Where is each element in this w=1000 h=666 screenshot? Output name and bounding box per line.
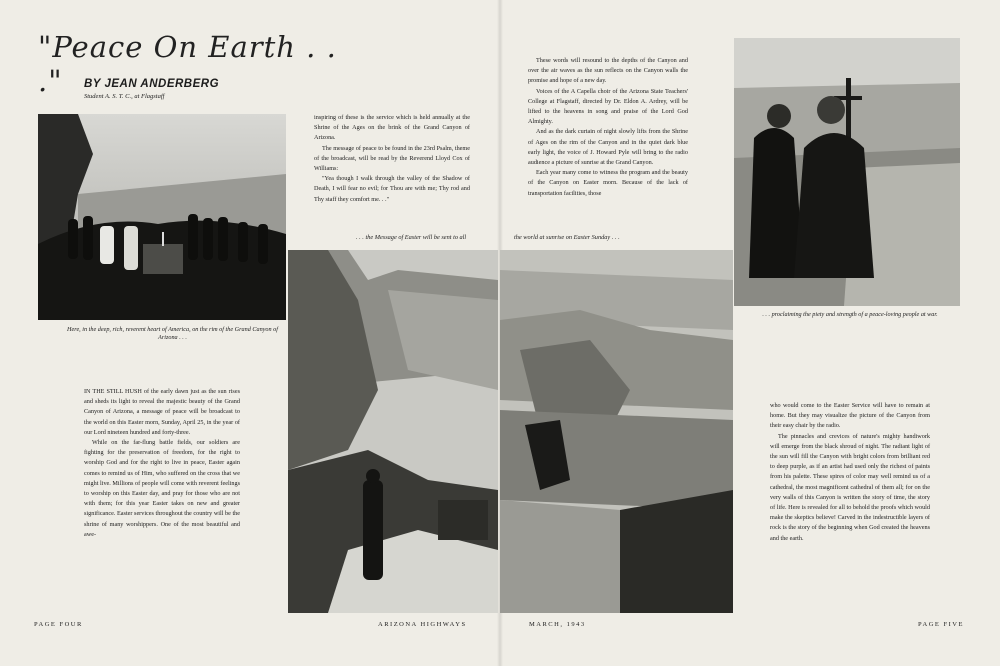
canyon-photo-right <box>500 250 733 613</box>
column-left-paragraph: While on the far-flung battle fields, our soldiers are fighting for the preservation of freedom, for the right to worship God and for the right to live in peace, Easter again comes to remind us of Him, who suffered on the cross that we might live. Millions of people will come with reverent feelings to worship on this Easter day, and pray for those who are not with them; for this year Easter takes on new and greater significance. Easter services throughout the country will be the shrine of many worshippers. One of the most beautiful and awe- <box>84 439 240 538</box>
article-title: "Peace On Earth . . ." <box>38 30 337 98</box>
column-left <box>84 387 240 540</box>
center-caption-right: the world at sunrise on Easter Sunday . . . <box>514 234 620 241</box>
worshippers-photo <box>734 38 960 306</box>
issue-date: MARCH, 1943 <box>529 621 586 628</box>
column-center-left-paragraph: inspiring of these is the service which is held annually at the Shrine of the Ages on the brink of the Grand Canyon of Arizona. <box>314 114 470 142</box>
column-right <box>770 401 930 544</box>
column-center-left <box>314 113 470 205</box>
page-number-right: PAGE FIVE <box>918 621 964 628</box>
column-right-paragraph: who would come to the Easter Service will have to remain at home. But they may visualize the picture of the Canyon from their easy chair by the radio. <box>770 402 930 430</box>
column-center-right-paragraph: And as the dark curtain of night slowly lifts from the Shrine of Ages on the rim of the Canyon and in the quiet dark blue early light, the voice of J. Howard Pyle will bring to the radio audience a picture of sunrise at the Grand Canyon. <box>528 128 688 167</box>
choir-photo-caption: Here, in the deep, rich, reverent heart of America, on the rim of the Grand Canyon of Arizona . . . <box>67 326 278 341</box>
magazine-name: ARIZONA HIGHWAYS <box>378 621 467 628</box>
author-affiliation: Student A. S. T. C., at Flagstaff <box>84 93 165 100</box>
worshippers-photo-caption: . . . proclaiming the piety and strength of a peace-loving people at war. <box>762 311 938 318</box>
column-center-left-paragraph: "Yea though I walk through the valley of the Shadow of Death, I will fear no evil; for Thou are with me; Thy rod and Thy staff they comfort me. . ." <box>314 175 470 203</box>
column-left-paragraph: IN THE STILL HUSH of the early dawn just as the sun rises and sheds its light to reveal the majestic beauty of the Grand Canyon of Arizona, a message of peace will be broadcast to the world on this Easter morn, Sunday, April 25, in the year of our Lord nineteen hundred and forty-three. <box>84 388 240 436</box>
article-byline: BY JEAN ANDERBERG <box>84 78 220 90</box>
page-number-left: PAGE FOUR <box>34 621 83 628</box>
column-right-paragraph: The pinnacles and crevices of nature's mighty handiwork will emerge from the black shroud of night. The radiant light of the sun will fill the Canyon with bright colors from brilliant red to deep purple, as if an artist had used only the richest of paints from his palette. These spires of color may well remind us of a cathedral, the most magnificent cathedral of them all; for on the very walls of this Canyon is written the story of time, the story of life. Here is revealed for all to behold the proofs which would make the skeptics believe! Carved in the indestructible layers of rock is the story of the beginning when God created the heavens and the earth. <box>770 432 930 542</box>
column-center-right-paragraph: Each year many come to witness the program and the beauty of the Canyon on Easter morn. Because of the lack of transportation facilities, those <box>528 169 688 197</box>
center-caption-left: . . . the Message of Easter will be sent to all <box>356 234 467 241</box>
column-center-left-paragraph: The message of peace to be found in the 23rd Psalm, theme of the broadcast, will be read by the Reverend Lloyd Cox of Williams: <box>314 144 470 173</box>
choir-photo <box>38 114 286 320</box>
column-center-right-paragraph: Voices of the A Capella choir of the Arizona State Teachers' College at Flagstaff, directed by Dr. Eldon A. Ardrey, will be lifted to the heavens in song and praise of the Lord God Almighty. <box>528 87 688 126</box>
column-center-right-paragraph: These words will resound to the depths of the Canyon and over the air waves as the sun reflects on the Canyon walls the promise and hope of a new day. <box>528 57 688 85</box>
column-center-right <box>528 56 688 199</box>
canyon-photo-left <box>288 250 498 613</box>
